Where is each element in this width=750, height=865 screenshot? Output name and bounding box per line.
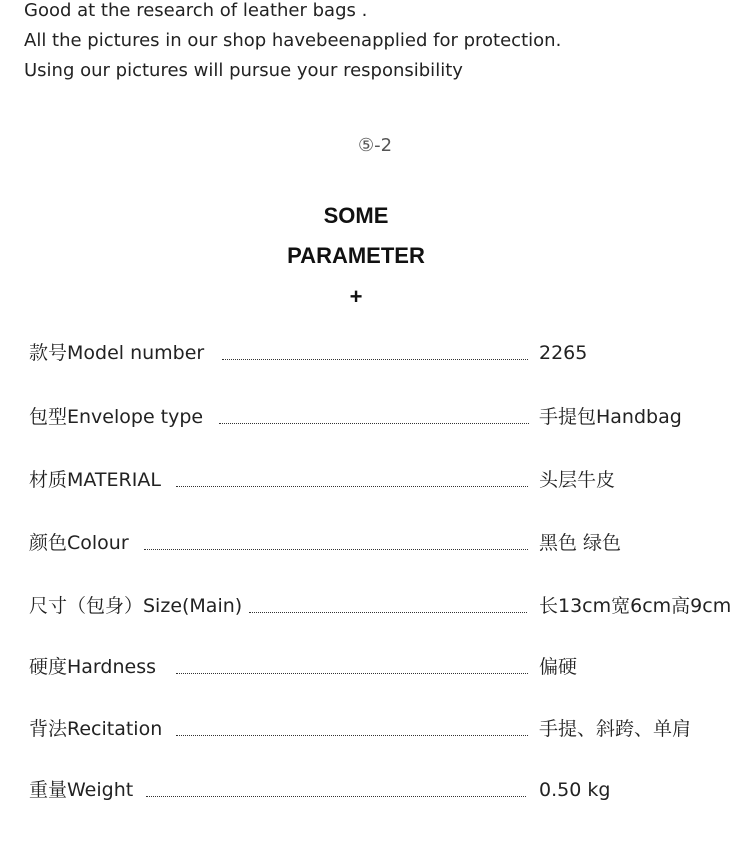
param-row-model-number [29,339,729,367]
section-marker: ⑤-2 [357,135,393,156]
heading-parameter: PARAMETER [287,243,425,268]
dotted-leader [219,423,529,424]
dotted-leader [176,735,528,736]
intro-line-protection: All the pictures in our shop havebeenapplied for protection. [24,30,562,51]
plus-icon: + [349,284,363,309]
param-label: 尺寸（包身）Size(Main) [29,595,243,617]
dotted-leader [176,673,528,674]
intro-line-research: Good at the research of leather bags . [24,0,368,21]
dotted-leader [176,486,528,487]
param-label: 重量Weight [29,779,134,801]
heading-some: SOME [323,203,389,228]
param-row-material [29,466,729,494]
param-label: 包型Envelope type [29,406,204,428]
param-row-envelope-type [29,403,729,431]
dotted-leader [249,612,527,613]
dotted-leader [144,549,528,550]
param-label: 款号Model number [29,342,205,364]
param-row-weight [29,776,729,804]
param-label: 硬度Hardness [29,656,156,678]
param-value: 2265 [539,342,588,364]
param-value: 头层牛皮 [539,469,616,491]
dotted-leader [222,359,528,360]
param-value: 黑色 绿色 [539,532,622,554]
param-row-size [29,592,732,620]
dotted-leader [146,796,526,797]
param-label: 背法Recitation [29,718,163,740]
param-value: 偏硬 [539,656,578,678]
param-row-recitation [29,715,729,743]
param-value: 0.50 kg [539,779,611,801]
intro-line-responsibility: Using our pictures will pursue your responsibility [24,60,463,81]
param-row-hardness [29,653,729,681]
param-value: 长13cm宽6cm高9cm [539,595,732,617]
param-label: 颜色Colour [29,532,129,554]
param-value: 手提包Handbag [539,406,682,428]
param-value: 手提、斜跨、单肩 [539,718,692,740]
param-label: 材质MATERIAL [29,469,161,491]
param-row-colour [29,529,729,557]
